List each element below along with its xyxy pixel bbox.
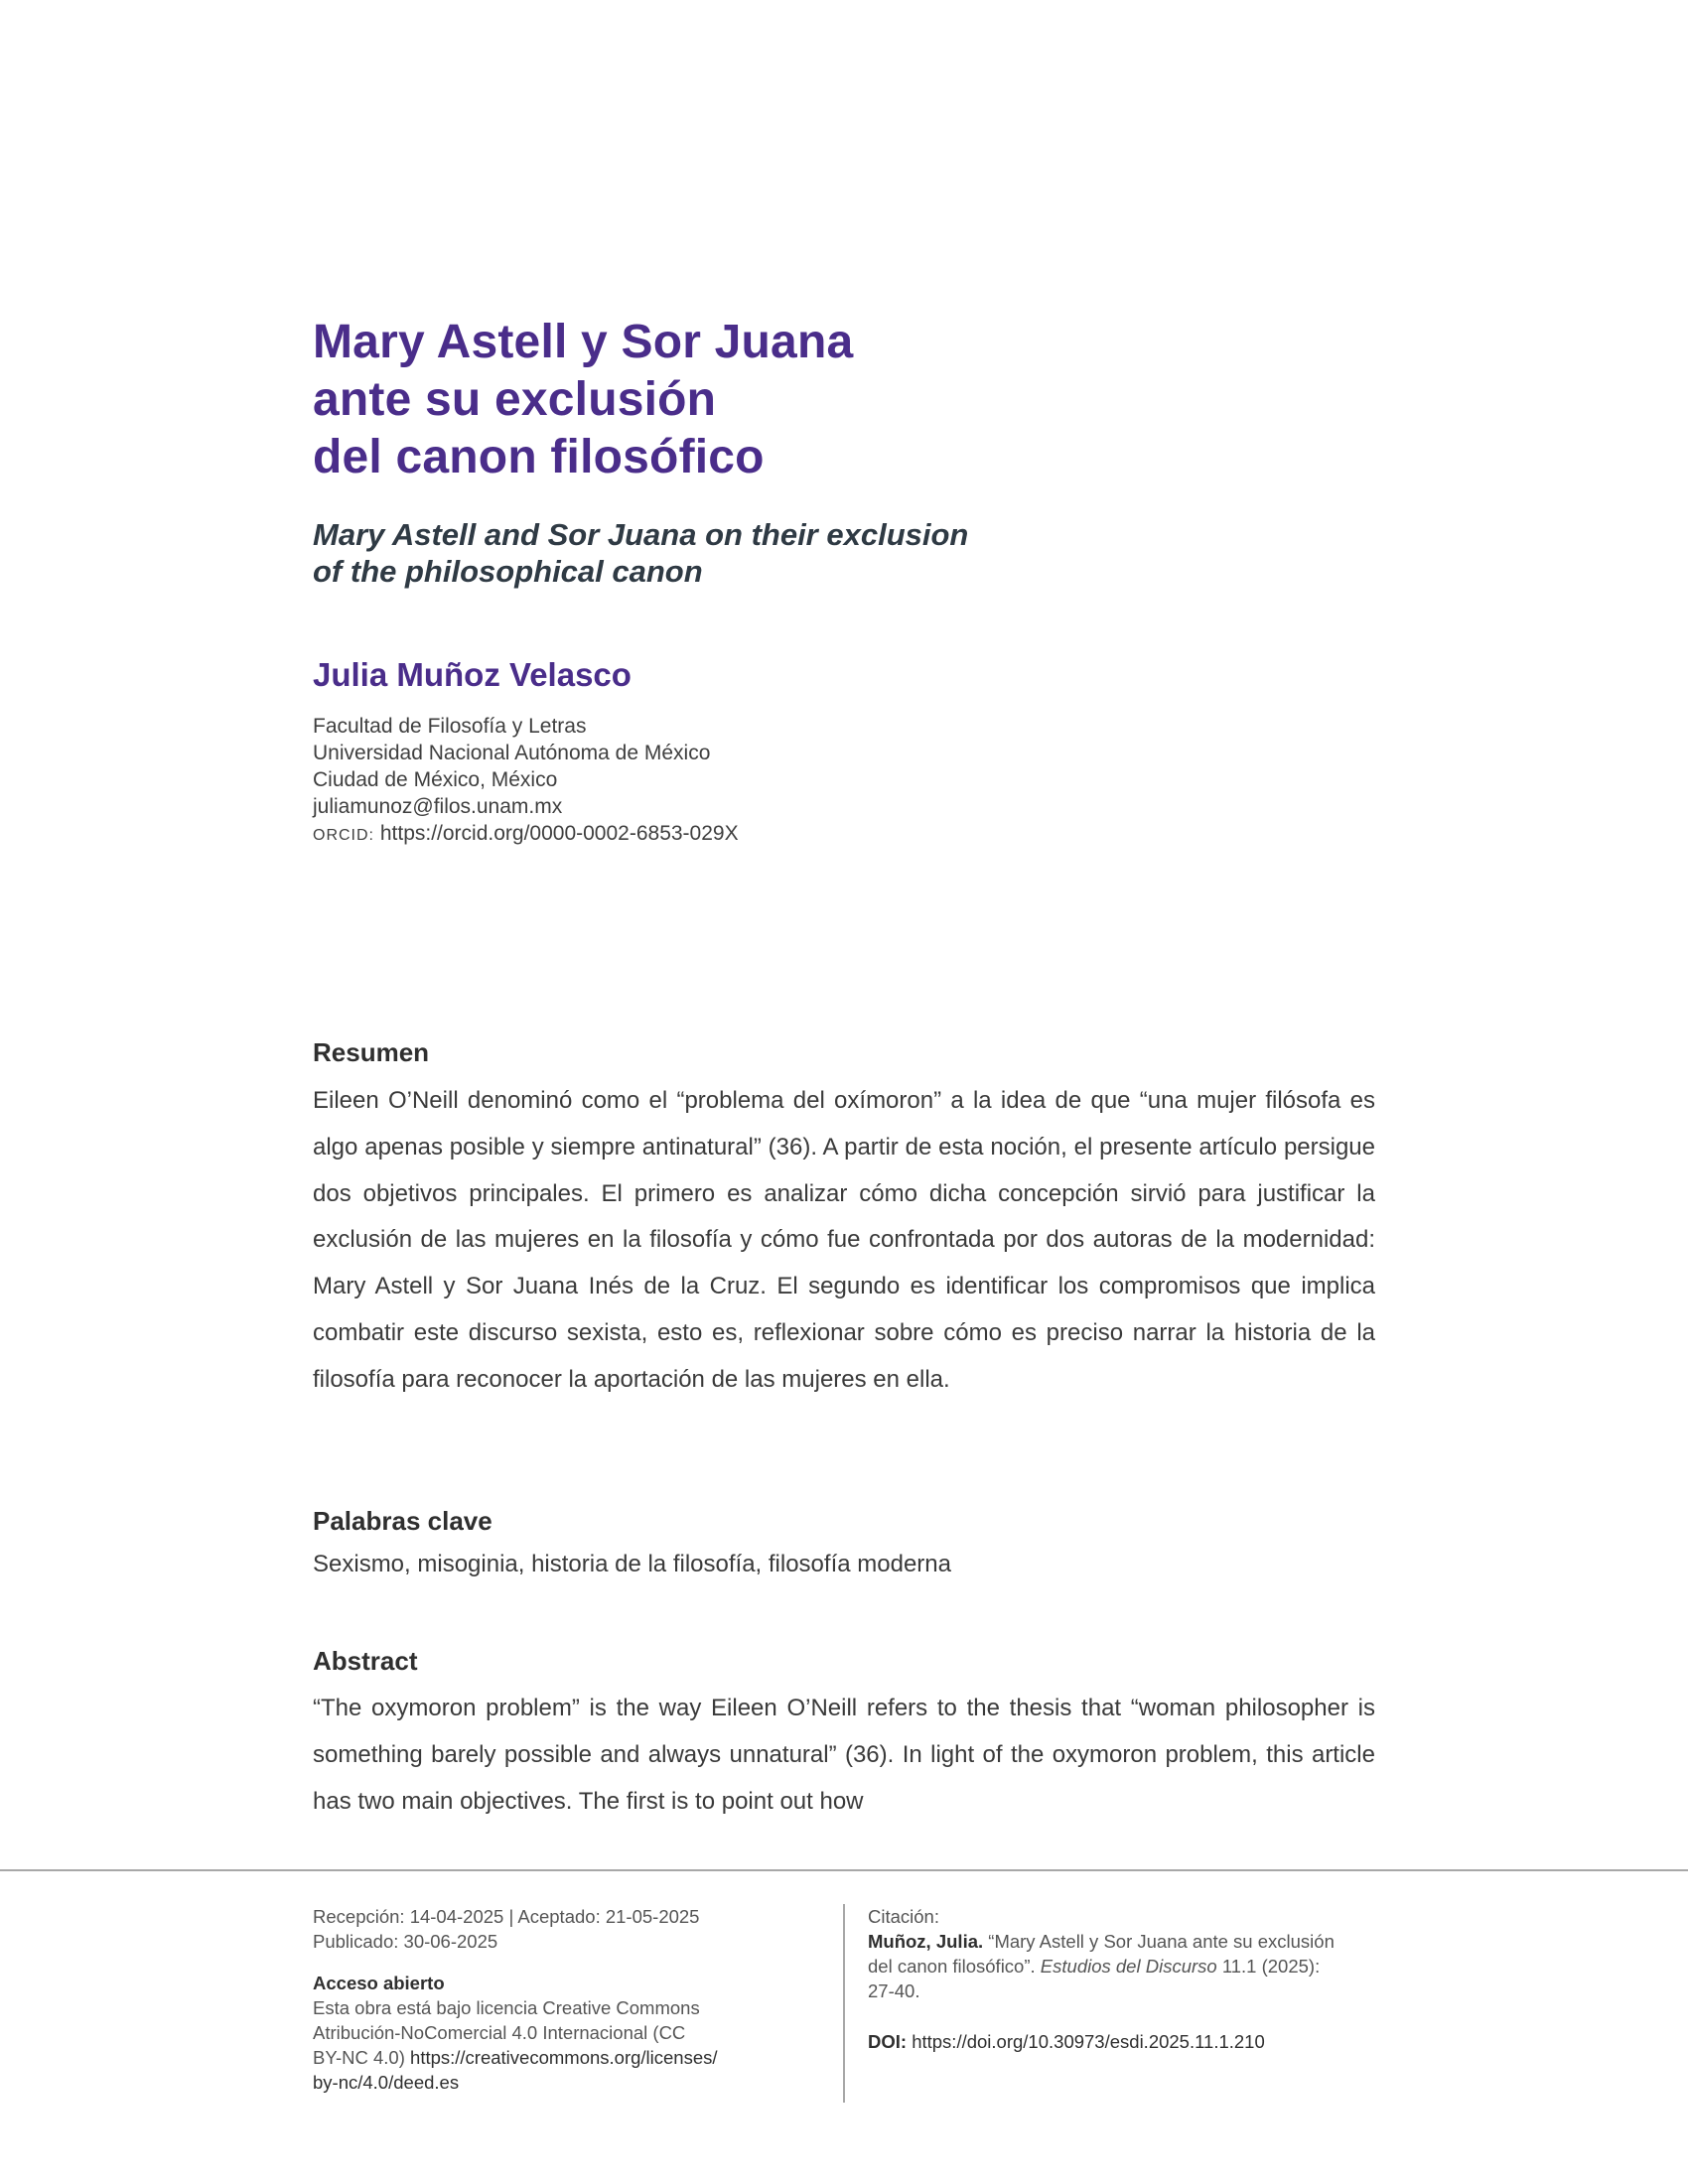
- subtitle-line: of the philosophical canon: [313, 554, 703, 589]
- doi-link[interactable]: https://doi.org/10.30973/esdi.2025.11.1.210: [912, 2031, 1265, 2052]
- title-line: Mary Astell y Sor Juana: [313, 316, 854, 368]
- keywords-text: Sexismo, misoginia, historia de la filosofía, filosofía moderna: [313, 1551, 951, 1577]
- license-line: Atribución-NoComercial 4.0 Internacional (CC: [313, 2022, 686, 2043]
- citation-label: Citación:: [868, 1906, 939, 1927]
- resumen-text: Eileen O’Neill denominó como el “problema del oxímoron” a la idea de que “una mujer filósofa es algo apenas posible y siempre antinatural” (36). A partir de esta noción, el presente artículo persigue dos objetivos principales. El primero es analizar cómo dicha concepción sirvió para justificar la exclusión de las mujeres en la filosofía y cómo fue confrontada por dos autoras de la modernidad: Mary Astell y Sor Juana Inés de la Cruz. El segundo es identificar los compromisos que implica combatir este discurso sexista, esto es, reflexionar sobre cómo es preciso narrar la historia de la filosofía para reconocer la aportación de las mujeres en ella.: [313, 1087, 1375, 1393]
- license-link-cont[interactable]: by-nc/4.0/deed.es: [313, 2072, 460, 2093]
- citation-text: [868, 1931, 1335, 2001]
- keywords-heading: Palabras clave: [313, 1506, 492, 1536]
- orcid-line: [313, 820, 1107, 849]
- license-line: Esta obra está bajo licencia Creative Commons: [313, 1997, 700, 2018]
- citation-journal: Estudios del Discurso: [1040, 1956, 1217, 1977]
- abstract-heading: Abstract: [313, 1646, 418, 1676]
- title-line: ante su exclusión: [313, 373, 717, 426]
- orcid-label: ORCID:: [313, 827, 374, 844]
- article-subtitle: [313, 516, 1206, 590]
- citation-title: “Mary Astell y Sor Juana ante su exclusión del canon filosófico”.: [868, 1931, 1335, 1977]
- license-name: BY-NC 4.0): [313, 2047, 405, 2068]
- affiliation-faculty: Facultad de Filosofía y Letras: [313, 715, 587, 738]
- orcid-link[interactable]: https://orcid.org/0000-0002-6853-029X: [379, 822, 739, 845]
- date-published: Publicado: 30-06-2025: [313, 1931, 498, 1952]
- title-line: del canon filosófico: [313, 431, 765, 483]
- abstract-text: “The oxymoron problem” is the way Eileen O’Neill refers to the thesis that “woman philosopher is something barely possible and always unnatural” (36). In light of the oxymoron problem, this article has two main objectives. The first is to point out how: [313, 1695, 1375, 1815]
- license-line: [313, 2045, 819, 2070]
- doi-line: [868, 2029, 1344, 2054]
- open-access-title: Acceso abierto: [313, 1973, 445, 1993]
- author-name: Julia Muñoz Velasco: [313, 656, 632, 693]
- license-link[interactable]: https://creativecommons.org/licenses/: [410, 2047, 718, 2068]
- footer-column-divider: [843, 1904, 845, 2103]
- publication-info: [313, 1904, 819, 2095]
- footer-divider: [0, 1869, 1688, 1871]
- citation-info: [868, 1904, 1344, 2054]
- doi-label: DOI:: [868, 2031, 908, 2052]
- citation-author: Muñoz, Julia.: [868, 1931, 984, 1952]
- citation-details: 11.1 (2025): 27-40.: [868, 1956, 1321, 2001]
- resumen-heading: Resumen: [313, 1037, 430, 1067]
- affiliation-city: Ciudad de México, México: [313, 768, 558, 791]
- affiliation-university: Universidad Nacional Autónoma de México: [313, 742, 711, 764]
- author-affiliation: [313, 713, 1107, 849]
- subtitle-line: Mary Astell and Sor Juana on their exclusion: [313, 517, 969, 552]
- author-email-link[interactable]: juliamunoz@filos.unam.mx: [313, 795, 563, 818]
- dates-received-accepted: Recepción: 14-04-2025 | Aceptado: 21-05-2025: [313, 1906, 700, 1927]
- article-title: [313, 314, 1206, 486]
